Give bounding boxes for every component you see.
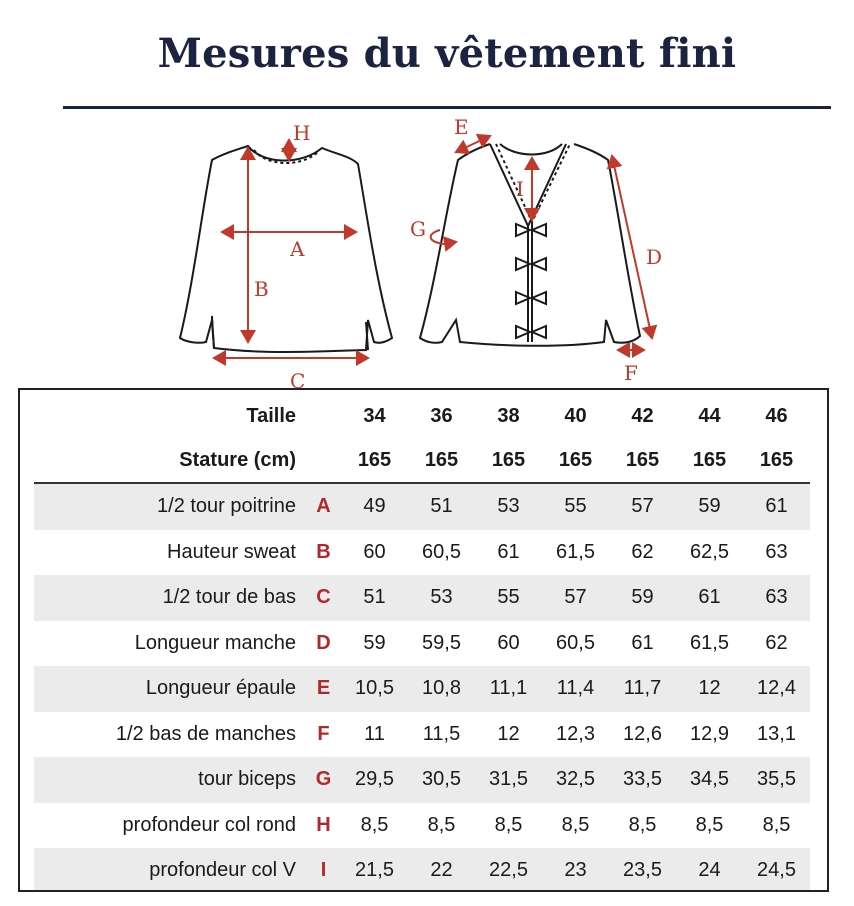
stature-cell: 165: [424, 448, 459, 471]
table-row: [34, 575, 810, 621]
size-cell: 46: [765, 404, 788, 427]
value-cell: 59,5: [422, 631, 461, 654]
value-cell: 13,1: [757, 722, 796, 745]
stature-cell: 165: [357, 448, 392, 471]
value-cell: 11,4: [542, 666, 609, 712]
row-label: 1/2 tour de bas: [34, 575, 306, 621]
value-cell: 63: [743, 575, 810, 621]
size-cell: 38: [497, 404, 520, 427]
row-letter: A: [306, 483, 341, 530]
stature-cell: 165: [558, 448, 593, 471]
label-d: D: [646, 245, 663, 269]
value-cell: 49: [341, 483, 408, 530]
size-header-label: Taille: [246, 404, 296, 427]
row-label: 1/2 tour poitrine: [34, 483, 306, 530]
value-cell: 61: [676, 575, 743, 621]
value-cell: 55: [475, 575, 542, 621]
value-cell: 61: [631, 631, 654, 654]
table-row: [34, 803, 810, 849]
size-cell: 44: [698, 404, 721, 427]
value-cell: 61,5: [556, 540, 595, 563]
value-cell: 35,5: [743, 757, 810, 803]
label-i: I: [516, 177, 524, 201]
size-header-row: [34, 394, 810, 438]
value-cell: 29,5: [341, 757, 408, 803]
row-label: Longueur épaule: [34, 666, 306, 712]
label-g: G: [410, 217, 426, 241]
measurements-table: [34, 394, 810, 892]
title-divider: [63, 106, 831, 109]
label-c: C: [290, 369, 306, 390]
value-cell: 62: [631, 540, 654, 563]
value-cell: 21,5: [341, 848, 408, 892]
row-letter: E: [306, 666, 341, 712]
value-cell: 12,3: [556, 722, 595, 745]
value-cell: 11,7: [609, 666, 676, 712]
size-cell: 42: [631, 404, 654, 427]
value-cell: 8,5: [762, 813, 791, 836]
label-f: F: [624, 361, 638, 385]
value-cell: 53: [475, 483, 542, 530]
value-cell: 60: [363, 540, 386, 563]
value-cell: 53: [408, 575, 475, 621]
clipped-footer-text: [0, 894, 854, 906]
size-cell: 36: [430, 404, 453, 427]
value-cell: 61: [743, 483, 810, 530]
size-cell: 40: [564, 404, 587, 427]
table-row: [34, 621, 810, 667]
value-cell: 51: [408, 483, 475, 530]
label-e: E: [454, 115, 469, 139]
table-row: [34, 530, 810, 576]
value-cell: 12: [676, 666, 743, 712]
row-letter: G: [306, 757, 341, 803]
row-label: Hauteur sweat: [167, 540, 296, 563]
value-cell: 33,5: [609, 757, 676, 803]
sweatshirt-front-icon: [180, 146, 392, 352]
garment-diagram: [0, 110, 854, 390]
page-title: Mesures du vêtement fini: [157, 30, 737, 77]
value-cell: 32,5: [542, 757, 609, 803]
table-row: [34, 666, 810, 712]
stature-header-row: [34, 438, 810, 483]
value-cell: 8,5: [561, 813, 590, 836]
label-b: B: [254, 277, 269, 301]
row-label: tour biceps: [34, 757, 306, 803]
value-cell: 8,5: [695, 813, 724, 836]
value-cell: 24: [676, 848, 743, 892]
value-cell: 11,5: [422, 722, 461, 745]
garment-illustration: [0, 110, 854, 390]
label-a: A: [290, 237, 305, 261]
stature-cell: 165: [625, 448, 660, 471]
value-cell: 63: [765, 540, 788, 563]
value-cell: 62,5: [690, 540, 729, 563]
value-cell: 24,5: [743, 848, 810, 892]
value-cell: 51: [341, 575, 408, 621]
value-cell: 11: [364, 722, 385, 745]
value-cell: 61,5: [690, 631, 729, 654]
measurements-table-frame: [18, 388, 829, 892]
value-cell: 8,5: [494, 813, 523, 836]
value-cell: 60,5: [556, 631, 595, 654]
value-cell: 62: [765, 631, 788, 654]
value-cell: 30,5: [408, 757, 475, 803]
cardigan-front-icon: [420, 144, 640, 346]
row-label: 1/2 bas de manches: [115, 722, 296, 745]
value-cell: 12,9: [690, 722, 729, 745]
stature-cell: 165: [759, 448, 794, 471]
stature-cell: 165: [491, 448, 526, 471]
value-cell: 12: [497, 722, 520, 745]
size-cell: 34: [363, 404, 386, 427]
row-label: Longueur manche: [134, 631, 296, 654]
value-cell: 23,5: [609, 848, 676, 892]
row-letter: H: [316, 813, 331, 836]
value-cell: 59: [676, 483, 743, 530]
row-label: profondeur col rond: [122, 813, 296, 836]
value-cell: 57: [609, 483, 676, 530]
table-row: [34, 757, 810, 803]
value-cell: 60,5: [422, 540, 461, 563]
value-cell: 22: [408, 848, 475, 892]
row-letter: D: [316, 631, 331, 654]
value-cell: 60: [497, 631, 520, 654]
label-h: H: [293, 121, 311, 145]
value-cell: 57: [542, 575, 609, 621]
value-cell: 31,5: [475, 757, 542, 803]
value-cell: 10,8: [408, 666, 475, 712]
value-cell: 55: [542, 483, 609, 530]
value-cell: 12,4: [743, 666, 810, 712]
value-cell: 23: [542, 848, 609, 892]
table-row: [34, 483, 810, 530]
value-cell: 34,5: [676, 757, 743, 803]
table-row: [34, 848, 810, 892]
row-letter: B: [316, 540, 331, 563]
value-cell: 10,5: [341, 666, 408, 712]
value-cell: 8,5: [628, 813, 657, 836]
row-letter: F: [317, 722, 330, 745]
value-cell: 12,6: [623, 722, 662, 745]
stature-header-label: Stature (cm): [179, 448, 296, 471]
stature-cell: 165: [692, 448, 727, 471]
value-cell: 59: [609, 575, 676, 621]
value-cell: 22,5: [475, 848, 542, 892]
value-cell: 11,1: [475, 666, 542, 712]
table-row: [34, 712, 810, 758]
row-letter: I: [306, 848, 341, 892]
row-letter: C: [306, 575, 341, 621]
measure-lines: [214, 136, 652, 358]
value-cell: 61: [497, 540, 520, 563]
value-cell: 59: [363, 631, 386, 654]
row-label: profondeur col V: [34, 848, 306, 892]
value-cell: 8,5: [360, 813, 389, 836]
value-cell: 8,5: [427, 813, 456, 836]
